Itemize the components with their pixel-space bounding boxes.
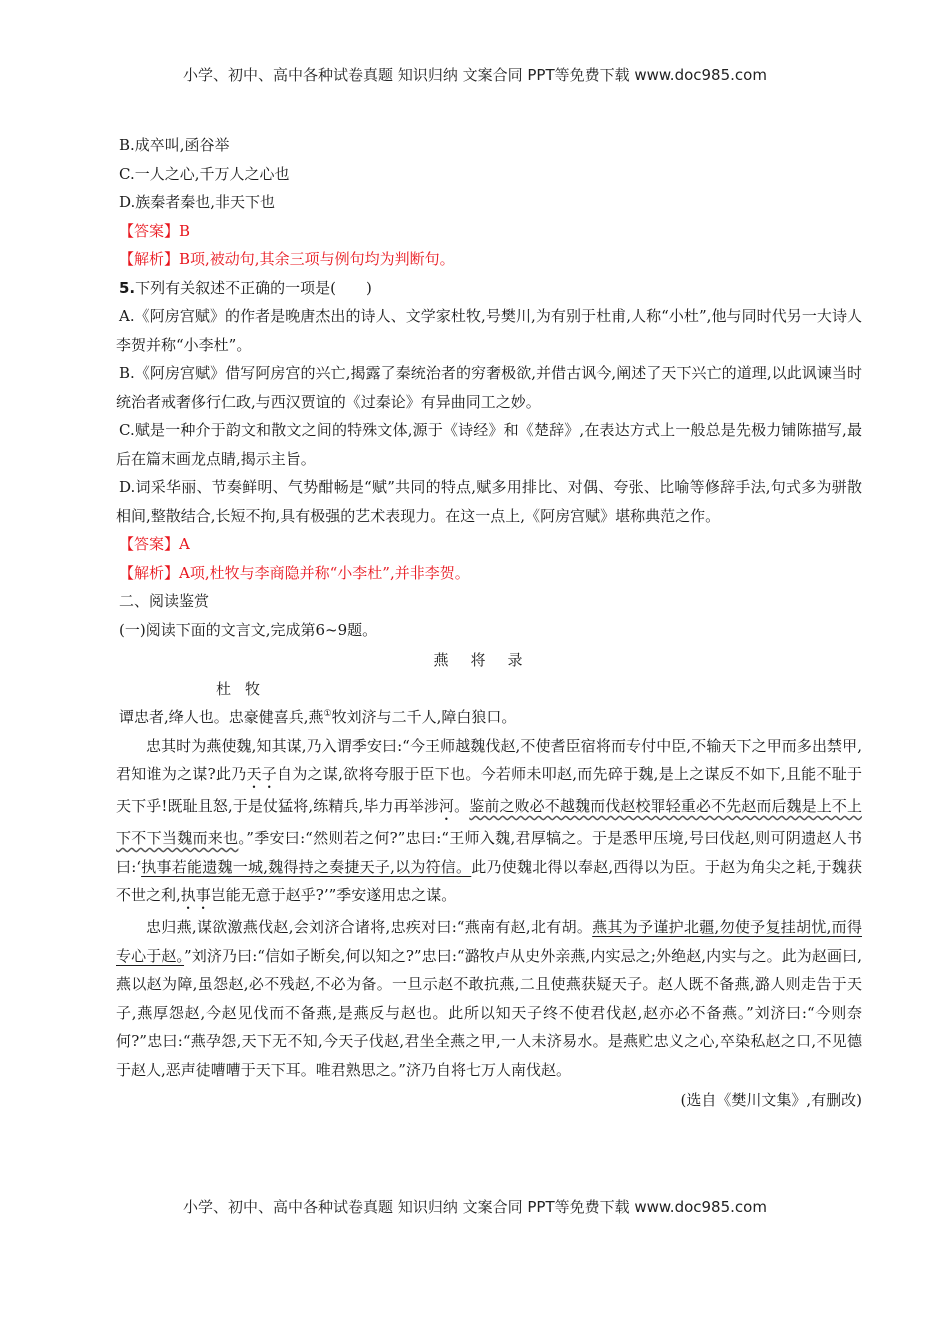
- text-run: 此乃使魏北得以奉赵,西得以为臣。于赵为角尖之耗,于魏获不世之利,: [116, 857, 862, 904]
- text-run: 忠其时为燕使魏,知其谋,乃入谓季安曰:“今王师越魏伐赵,不使耆臣宿将而专付中臣,不输天下之甲而多出禁甲,君知谁为之谋?此乃: [116, 736, 862, 783]
- text-run: 自为之谋,欲将夸服于臣下也。今若师未叩赵,而先碎于魏,是上之谋反不如下,且能不耻于天下乎!既耻且怒,于是仗猛将,练精兵,毕力再举涉: [116, 765, 862, 815]
- analysis-tag: 【解析】: [119, 563, 180, 582]
- passage-author: 杜牧: [216, 679, 275, 698]
- underlined-sentence: 燕其为予谨护北疆,勿使予复挂胡忧,而得专心于赵。: [116, 918, 862, 965]
- answer-tag: 【答案】: [119, 221, 180, 240]
- text-run: 谭忠者,绛人也。忠豪健喜兵,燕: [119, 708, 324, 726]
- text-run: ”刘济乃曰:“信如子断矣,何以知之?”忠曰:“潞牧卢从史外亲燕,内实忌之;外绝赵,内实与之。此为赵画曰,燕以赵为障,虽怨赵,必不残赵,不必为备。一旦示赵不敢抗燕,二且使燕获疑天子。赵人既不备燕,潞人则走告于天子,燕厚怨赵,今赵见伐而不备燕,是燕反与赵也。此所以知天子终不使君伐赵,赵亦必不备燕。”刘济曰:“今则奈何?”忠曰:“燕孕怨,天下无不知,今天子伐赵,君坐全燕之甲,一人未济易水。是燕贮忠义之心,卒染私赵之口,不见德于赵人,恶声徒嘈嘈于天下耳。唯君熟思之。”济乃自将七万人南伐赵。: [116, 946, 862, 1079]
- text-run: 牧刘济与二千人,障白狼口。: [331, 708, 517, 726]
- text-run: 。: [454, 797, 470, 815]
- answer-value: B: [179, 221, 191, 240]
- q5-option-c: C.赋是一种介于韵文和散文之间的特殊文体,源于《诗经》和《楚辞》,在表达方式上一般总是先极力铺陈描写,最后在篇末画龙点睛,揭示主旨。: [116, 421, 862, 468]
- wavy-underlined-sentence: 鉴前之败必不越魏而伐赵校罪轻重必不先赵而后魏是上不上下不下当魏而来也: [116, 797, 862, 847]
- analysis-text: B项,被动句,其余三项与例句均为判断句。: [179, 250, 455, 268]
- question-text: 下列有关叙述不正确的一项是( ): [135, 278, 372, 297]
- text-run: 岂能无意于赵乎?’”季安遂用忠之谋。: [210, 886, 457, 904]
- underlined-sentence: 执事若能遗魏一城,魏得持之奏捷天子,以为符信。: [141, 857, 472, 876]
- analysis-text: A项,杜牧与李商隐并称“小李杜”,并非李贺。: [179, 563, 470, 582]
- analysis-tag: 【解析】: [119, 250, 180, 268]
- document-body: [116, 131, 862, 1115]
- q5-answer: [116, 530, 862, 559]
- section-heading: 二、阅读鉴赏: [119, 592, 210, 610]
- answer-tag: 【答案】: [119, 535, 180, 553]
- dotted-word: 执事: [180, 886, 211, 904]
- text-run: 。”季安曰:“然则若之何?”忠曰:“王师入魏,君厚犒之。于是悉甲压境,号曰伐赵,则可阴遗赵人书曰:‘: [116, 829, 862, 876]
- passage-title: 燕将录: [433, 651, 545, 669]
- answer-value: A: [179, 535, 190, 553]
- passage-source: (选自《樊川文集》,有删改): [680, 1091, 862, 1109]
- q4-option-c: C.一人之心,千万人之心也: [119, 164, 290, 183]
- q5-option-b: B.《阿房宫赋》借写阿房宫的兴亡,揭露了秦统治者的穷奢极欲,并借古讽今,阐述了天下兴亡的道理,以此讽谏当时统治者戒奢侈行仁政,与西汉贾谊的《过秦论》有异曲同工之妙。: [116, 364, 862, 411]
- q4-analysis: [116, 245, 862, 274]
- text-run: 忠归燕,谋欲激燕伐赵,会刘济合诸将,忠疾对曰:“燕南有赵,北有胡。: [146, 918, 593, 936]
- passage-paragraph-1: [116, 703, 862, 732]
- page-footer: 小学、初中、高中各种试卷真题 知识归纳 文案合同 PPT等免费下载 www.doc985.com: [183, 1198, 767, 1216]
- q5-option-d: D.词采华丽、节奏鲜明、气势酣畅是“赋”共同的特点,赋多用排比、对偶、夸张、比喻等修辞手法,句式多为骈散相间,整散结合,长短不拘,具有极强的艺术表现力。在这一点上,《阿房宫赋》堪称典范之作。: [116, 478, 862, 525]
- dotted-word: 河: [438, 797, 455, 815]
- passage-paragraph-2: [116, 732, 862, 914]
- passage-paragraph-3: [116, 913, 862, 1084]
- q5-stem: [116, 274, 862, 303]
- q5-option-a: A.《阿房宫赋》的作者是晚唐杰出的诗人、文学家杜牧,号樊川,为有别于杜甫,人称“小杜”,他与同时代另一大诗人李贺并称“小李杜”。: [116, 307, 862, 354]
- dotted-word: 天子: [246, 765, 278, 783]
- q4-option-b: B.成卒叫,函谷举: [119, 136, 230, 154]
- subsection-heading: (一)阅读下面的文言文,完成第6~9题。: [119, 620, 378, 639]
- q4-answer: [116, 217, 862, 246]
- question-number: 5.: [119, 278, 136, 297]
- footnote-marker: ①: [323, 709, 332, 719]
- page-header: 小学、初中、高中各种试卷真题 知识归纳 文案合同 PPT等免费下载 www.doc985.com: [183, 66, 767, 84]
- q4-option-d: D.族秦者秦也,非天下也: [119, 193, 276, 211]
- q5-analysis: [116, 559, 862, 588]
